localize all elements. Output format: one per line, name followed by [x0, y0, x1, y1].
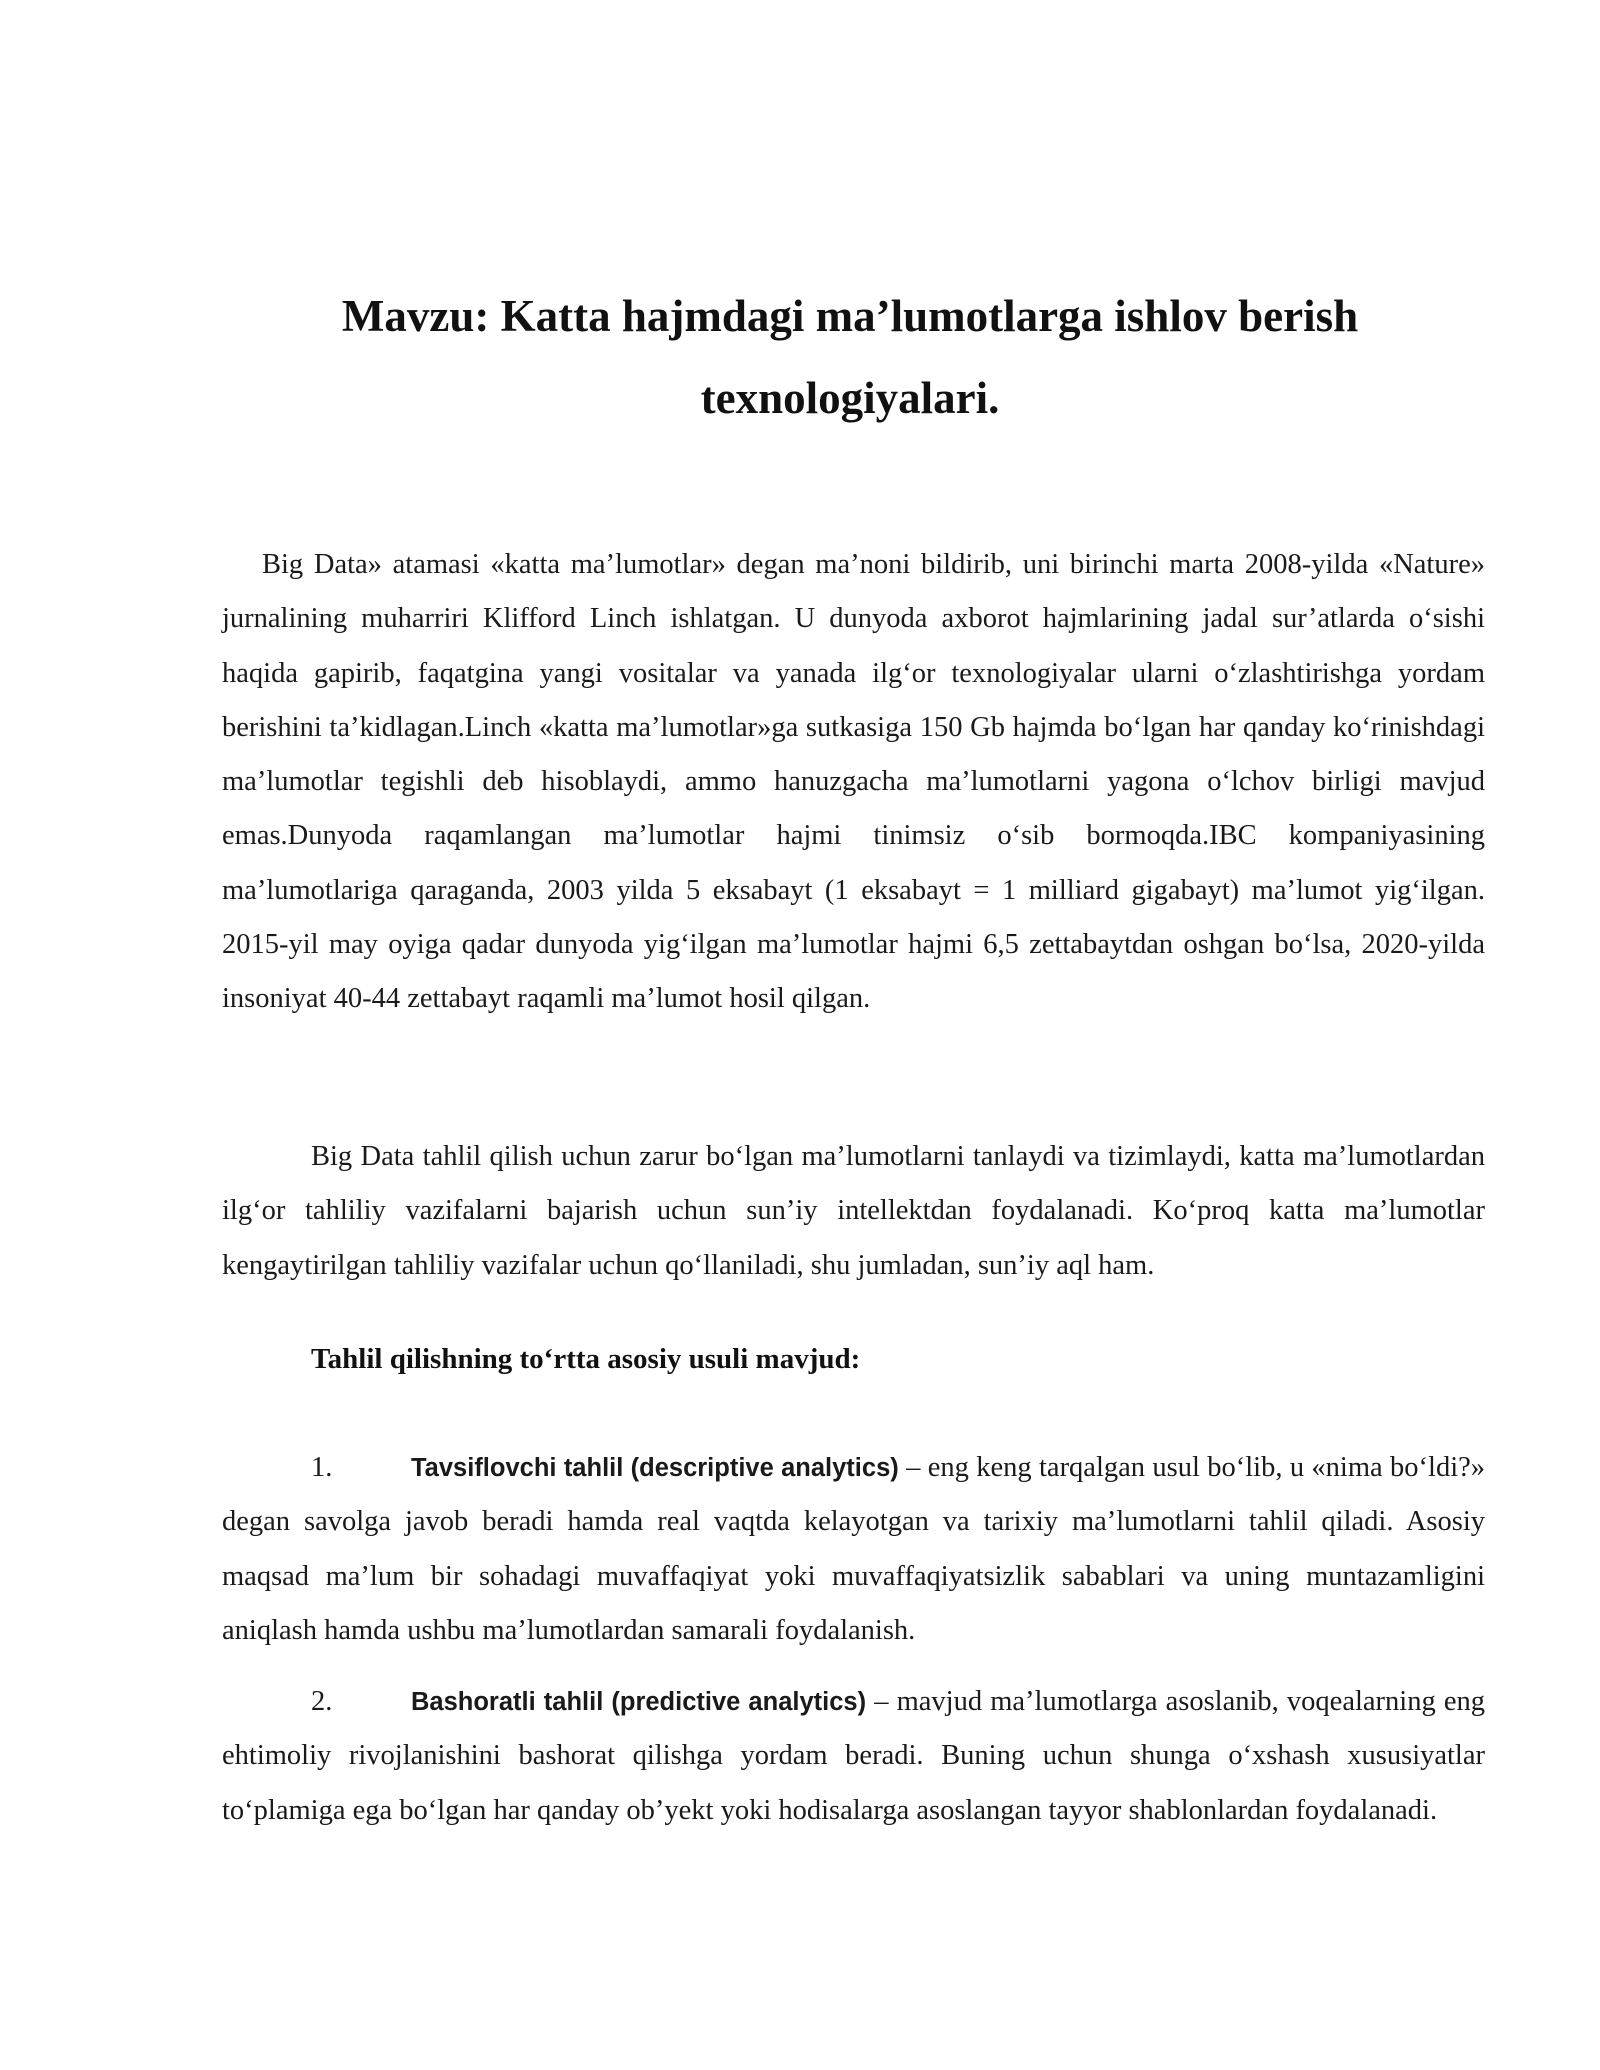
list-item	[222, 1441, 1485, 1658]
paragraph-big-data-origin: Big Data» atamasi «katta ma’lumotlar» degan ma’noni bildirib, uni birinchi marta 2008-yilda «Nature» jurnalining muharriri Klifford Linch ishlatgan. U dunyoda axborot hajmlarining jadal sur’atlarda o‘sishi haqida gapirib, faqatgina yangi vositalar va yanada ilg‘or texnologiyalar ularni o‘zlashtirishga yordam berishini ta’kidlagan.Linch «katta ma’lumotlar»ga sutkasiga 150 Gb hajmda bo‘lgan har qanday ko‘rinishdagi ma’lumotlar tegishli deb hisoblaydi, ammo hanuzgacha ma’lumotlarni yagona o‘lchov birligi mavjud emas.Dunyoda raqamlangan ma’lumotlar hajmi tinimsiz o‘sib bormoqda.IBC kompaniyasining ma’lumotlariga qaraganda, 2003 yilda 5 eksabayt (1 eksabayt = 1 milliard gigabayt) ma’lumot yig‘ilgan. 2015-yil may oyiga qadar dunyoda yig‘ilgan ma’lumotlar hajmi 6,5 zettabaytdan oshgan bo‘lsa, 2020-yilda insoniyat 40-44 zettabayt raqamli ma’lumot hosil qilgan.	[222, 549, 1485, 1015]
list-item-term: Bashoratli tahlil (predictive analytics)	[411, 1688, 867, 1716]
list-item-term: Tavsiflovchi tahlil (descriptive analytics)	[411, 1454, 899, 1482]
list-item-number: 1.	[311, 1452, 333, 1483]
document-title: Mavzu: Katta hajmdagi ma’lumotlarga ishlov berish texnologiyalari.	[341, 291, 1359, 423]
list-item-number: 2.	[311, 1686, 333, 1717]
list-item	[222, 1675, 1485, 1838]
list-item-text: – eng keng tarqalgan usul bo‘lib, u «nima bo‘ldi?» degan savolga javob beradi hamda real vaqtda kelayotgan va tarixiy ma’lumotlarni tahlil qiladi. Asosiy maqsad ma’lum bir sohadagi muvaffaqiyat yoki muvaffaqiyatsizlik sabablari va uning muntazamligini aniqlash hamda ushbu ma’lumotlardan samarali foydalanish.	[222, 1452, 1486, 1646]
paragraph-big-data-analysis: Big Data tahlil qilish uchun zarur bo‘lgan ma’lumotlarni tanlaydi va tizimlaydi, katta ma’lumotlardan ilg‘or tahliliy vazifalarni bajarish uchun sun’iy intellektdan foydalanadi. Ko‘proq katta ma’lumotlar kengaytirilgan tahliliy vazifalar uchun qo‘llaniladi, shu jumladan, sun’iy aql ham.	[222, 1141, 1485, 1281]
list-item-text: – mavjud ma’lumotlarga asoslanib, voqealarning eng ehtimoliy rivojlanishini bashorat qilishga yordam beradi. Buning uchun shunga o‘xshash xususiyatlar to‘plamiga ega bo‘lgan har qanday ob’yekt yoki hodisalarga asoslangan tayyor shablonlardan foydalanadi.	[222, 1686, 1485, 1826]
section-heading: Tahlil qilishning to‘rtta asosiy usuli mavjud:	[311, 1343, 861, 1375]
